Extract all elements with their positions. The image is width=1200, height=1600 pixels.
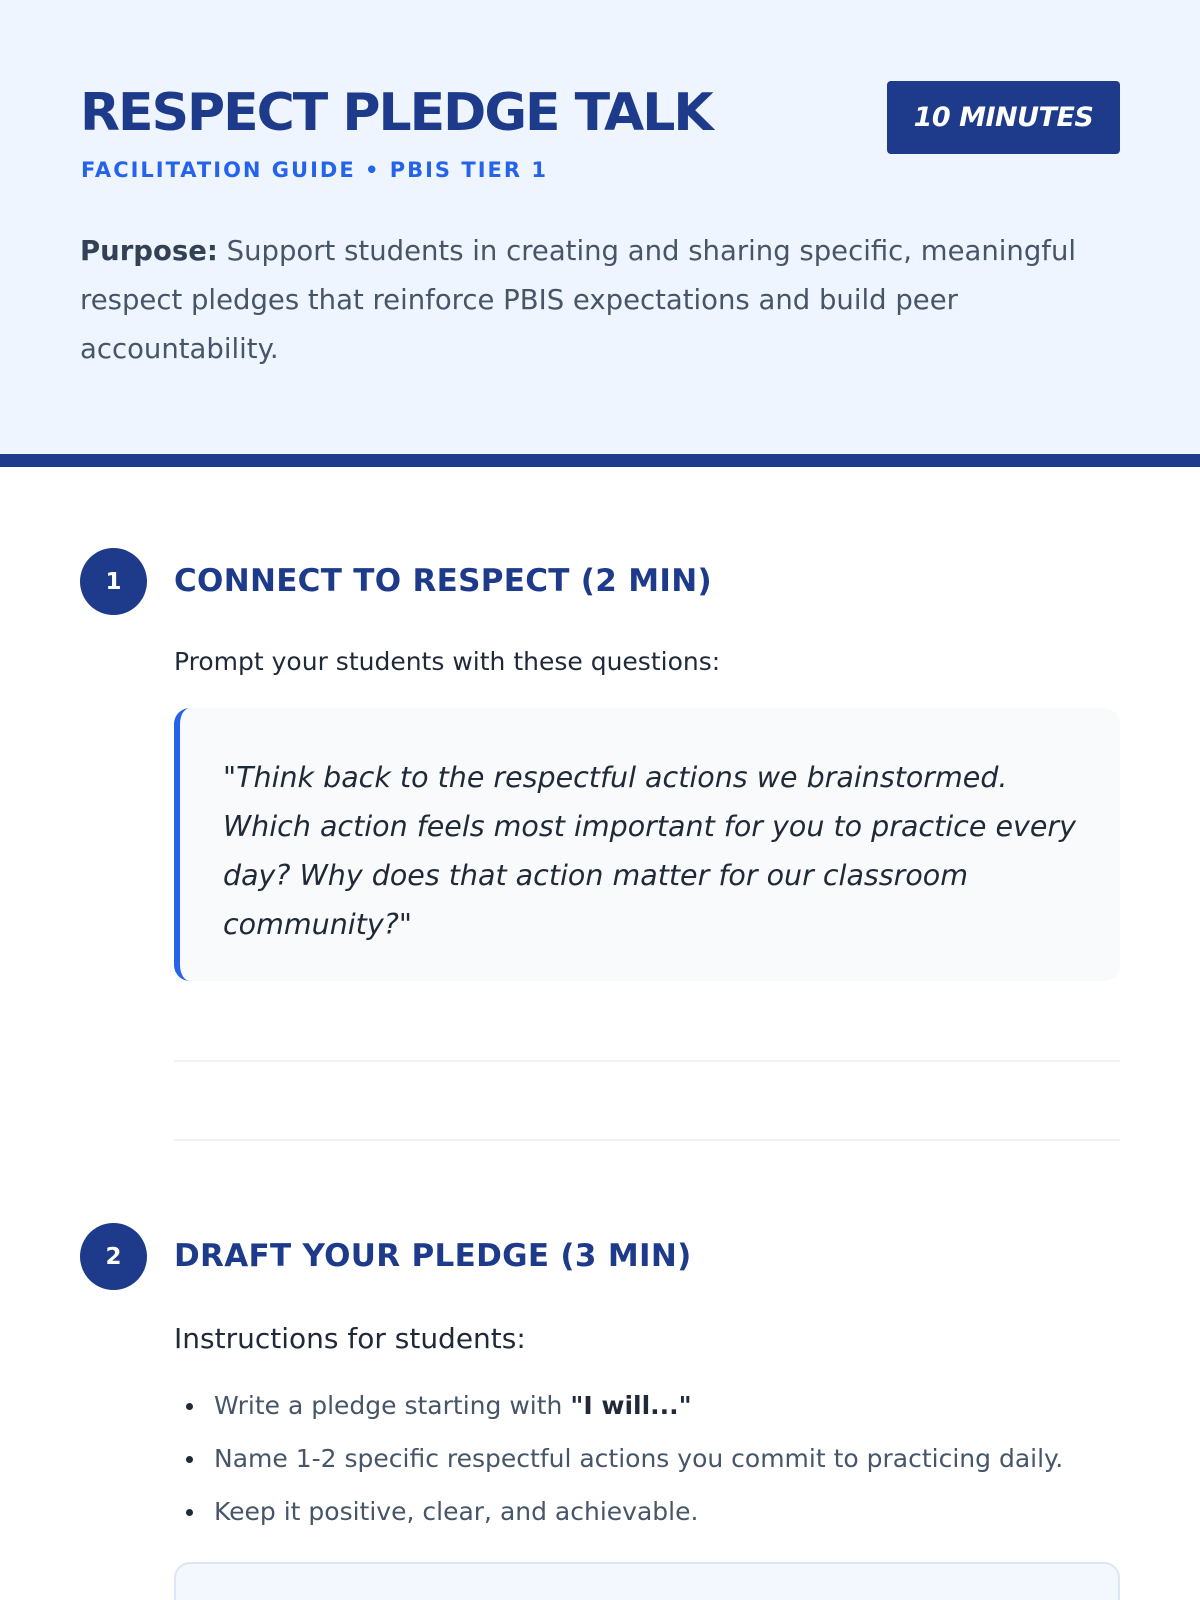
step-number-badge: 2 <box>80 1223 147 1290</box>
list-item <box>174 1387 1120 1440</box>
page-subtitle: FACILITATION GUIDE • PBIS TIER 1 <box>81 158 548 182</box>
pledge-example-box <box>174 1562 1120 1600</box>
list-item-text: Write a pledge starting with <box>214 1391 571 1420</box>
list-item <box>174 1493 1120 1546</box>
step-title: CONNECT TO RESPECT (2 MIN) <box>174 563 712 599</box>
section-divider <box>174 1060 1120 1062</box>
header-divider-bar <box>0 454 1200 467</box>
duration-badge: 10 MINUTES <box>887 81 1120 154</box>
list-item <box>174 1440 1120 1493</box>
purpose-text: Support students in creating and sharing specific, meaningful respect pledges that reinforce PBIS expectations and build peer accountability. <box>80 235 1077 365</box>
section-divider <box>174 1139 1120 1141</box>
purpose-label: Purpose: <box>80 235 218 267</box>
step-lead-text: Instructions for students: <box>174 1322 526 1355</box>
step-lead-text: Prompt your students with these questions: <box>174 647 721 676</box>
list-item-text: Keep it positive, clear, and achievable. <box>214 1497 699 1526</box>
step-number-badge: 1 <box>80 548 147 615</box>
list-item-text: Name 1-2 specific respectful actions you commit to practicing daily. <box>214 1444 1064 1473</box>
purpose-statement <box>80 227 1120 374</box>
instruction-list <box>174 1387 1120 1546</box>
step-title: DRAFT YOUR PLEDGE (3 MIN) <box>174 1238 692 1274</box>
page-title: RESPECT PLEDGE TALK <box>80 83 712 143</box>
prompt-quote: "Think back to the respectful actions we brainstormed. Which action feels most important for you to practice every day? Why does that action matter for our classroom community?" <box>174 708 1120 981</box>
list-item-emphasis: "I will..." <box>570 1391 692 1420</box>
